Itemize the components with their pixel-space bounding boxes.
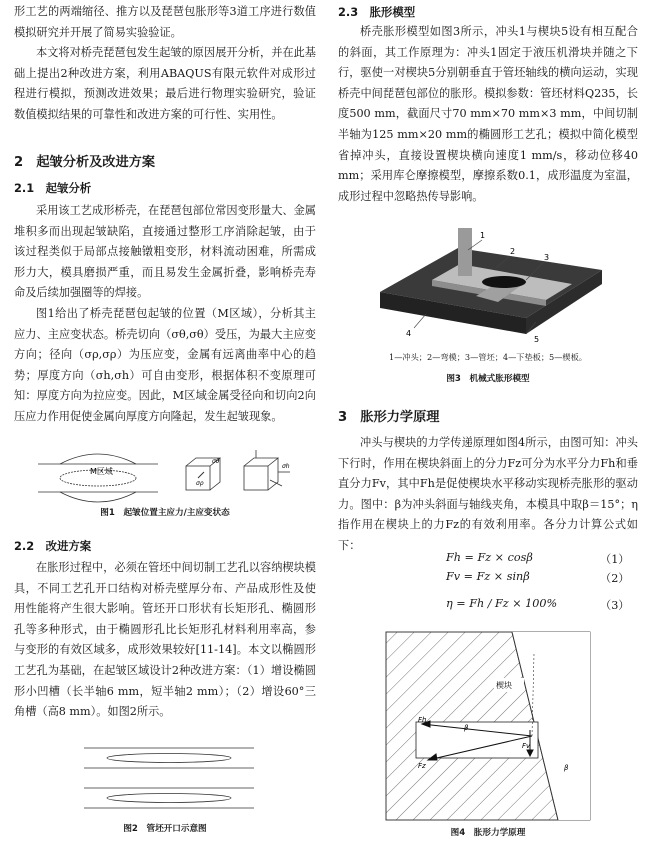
figure-3-label-5: 5 [534,335,540,342]
intro-paragraph-1: 形工艺的两端缩径、推方以及琵琶包胀形等3道工序进行数值模拟研究并开展了简易实验验证。 [14,5,316,39]
section-2-2-title: 2.2 改进方案 [14,539,92,553]
figure-3-legend: 1—冲头；2—弯模；3—管坯；4—下垫板；5—楔板。 [389,352,587,362]
figure-4-label-beta-2: β [564,764,569,772]
figure-4-wedge-label: 楔块 [496,681,512,690]
section-2-1-paragraph-a: 采用该工艺成形桥壳，在琵琶包部位常因变形量大、金属堆积多而出现起皱缺陷，直接通过整形工序消除起皱，由于该过程类似于局部点接触镦粗变形，材料流动困难，所需成形力大，模具磨损严重，而且易发生金属折叠，影响桥壳寿命及后续加强圈等的焊接。 [14,204,316,300]
equation-1: Fh = Fz × cosβ [446,551,533,564]
equation-1-number: （1） [600,553,630,566]
equation-3: η = Fh / Fz × 100% [446,597,558,610]
figure-4-caption: 图4 胀形力学原理 [450,828,526,838]
section-2-3-title: 2.3 胀形模型 [338,5,416,19]
equation-3-number: （3） [600,599,630,612]
figure-4-label-beta-1: β [464,724,469,732]
intro-paragraph-2: 本文将对桥壳琵琶包发生起皱的原因展开分析，并在此基础上提出2种改进方案，利用ABAQUS有限元软件对成形过程进行模拟，预测改进效果；最后进行物理实验研究，验证数值模拟结果的可靠性和改进方案的可行性、实用性。 [14,46,316,121]
figure-3-label-4: 4 [406,329,412,338]
stress-label-theta: σθ [212,458,220,465]
section-2-1-paragraph-b: 图1给出了桥壳琵琶包起皱的位置（M区域），分析其主应力、主应变状态。桥壳切向（σθ,σθ）受压，为最大主应变方向；径向（σρ,σρ）为压应变，金属有远离曲率中心的趋势；厚度方向（σh,σh）可自由变形，根据体积不变原理可知：厚度方向为拉应变。因此，M区域金属受径向和切向2向压应力作用促使金属向厚度方向隆起，发生起皱现象。 [14,307,316,423]
section-3-paragraph: 冲头与楔块的力学传递原理如图4所示，由图可知：冲头下行时，作用在楔块斜面上的分力Fz可分为水平分力Fh和垂直分力Fv，其中Fh是促使楔块水平移动实现桥壳胀形的驱动力。图中：β为冲头斜面与轴线夹角，本模具中取β＝15°；η指作用在楔块上的力Fz的有效利用率。各分力计算公式如下： [338,436,638,552]
figure-1-region-label: M区域 [90,467,113,476]
section-2-2-paragraph: 在胀形过程中，必须在管坯中间切制工艺孔以容纳楔块模具，不同工艺孔开口结构对桥壳壁厚分布、产品成形性及使用性能将产生很大影响。管坯开口形状有长矩形孔、椭圆形孔等多种形式，由于椭圆形孔比长矩形孔材料利用率高，参与变形的有效区域多，成形效果较好[11-14]。本文以椭圆形工艺孔为基础，在起皱区域设计2种改进方案：（1）增设椭圆形小凹槽（长半轴6 mm，短半轴2 mm）；（2）增设60°三角槽（高8 mm）。如图2所示。 [14,561,316,719]
figure-3-caption: 图3 机械式胀形模型 [446,374,530,384]
figure-3-model [376,222,606,342]
section-2-1-title: 2.1 起皱分析 [14,181,92,195]
figure-3-label-3: 3 [544,253,550,262]
figure-3-label-2: 2 [510,247,516,256]
equation-2-number: （2） [600,572,630,585]
figure-4-label-fv: Fv [522,742,531,750]
equation-2: Fv = Fz × sinβ [446,570,530,583]
section-2-3-paragraph: 桥壳胀形模型如图3所示，冲头1与楔块5设有相互配合的斜面，其工作原理为：冲头1固定于液压机滑块并随之下行，驱使一对楔块5分别朝垂直于管坯轴线的横向运动，实现桥壳中间琵琶包部位的胀形。模拟参数：管坯材料Q235，长度500 mm，截面尺寸70 mm×70 mm×3 mm，中间切制半轴为125 mm×20 mm的椭圆形工艺孔；模拟中简化模型省掉冲头，直接设置楔块横向速度1 mm/s，移动位移40 mm；采用库仑摩擦模型，摩擦系数0.1，成形温度为室温，成形过程中忽略热传导影响。 [338,25,638,203]
figure-2-caption: 图2 管坯开口示意图 [123,824,207,834]
figure-1-caption: 图1 起皱位置主应力/主应变状态 [100,508,230,518]
stress-label-rho: σρ [196,480,204,487]
section-2-title: 2 起皱分析及改进方案 [14,155,156,170]
figure-3-label-1: 1 [480,231,486,240]
section-3-title: 3 胀形力学原理 [338,410,440,425]
figure-1-diagram [38,450,298,506]
figure-4-diagram [382,630,594,822]
figure-4-label-fh: Fh [418,716,427,724]
stress-label-h: σh [282,463,290,470]
figure-4-label-fz: Fz [418,762,426,770]
figure-2-diagram [84,744,254,820]
